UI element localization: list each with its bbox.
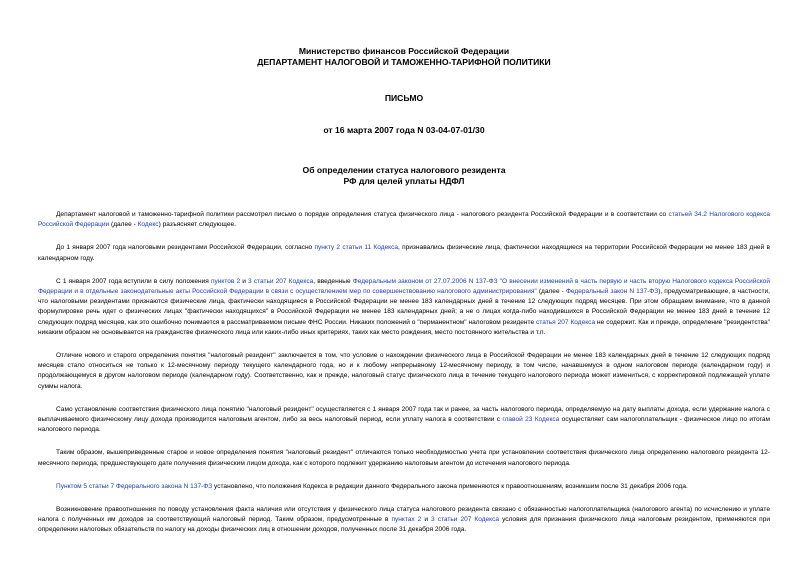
link-article-11-point-2[interactable]: пункту 2 статьи 11 Кодекса (314, 244, 399, 252)
document-subject (38, 165, 770, 186)
paragraph-text: Отличие нового и старого определения понятия "налоговый резидент" заключается в том, что условие о нахождении физического лица в Российской Федерации не менее 183 календарных дней в течение 12 следующих подряд месяцев стало относиться не только к 12-месячному периоду текущего календарного года, но и к любому непрерывному 12-месячному периоду, в том числе, начавшемуся в одном налоговом периоде (календарном году) и продолжающемуся в другом налоговом периоде (календарном году). Соответственно, как и прежде, налоговый статус физического лица в течение текущего налогового периода может измениться, с корректировкой подлежащей уплате суммы налога. (38, 352, 770, 390)
paragraph-text: , введенные (313, 277, 353, 285)
subject-line-1: Об определении статуса налогового резидента (302, 165, 506, 175)
document-type: ПИСЬМО (384, 93, 424, 103)
subject-line-2: РФ для целей уплаты НДФЛ (343, 175, 465, 186)
paragraph-text: осуществляет сам налогоплательщик - физическое лицо по итогам налогового периода. (38, 416, 771, 434)
link-federal-law-137[interactable]: Федеральным законом от 27.07.2006 N 137-ФЗ "О внесении изменений в часть первую и часть вторую Налогового кодекса Российской Федерации и в отдельные законодательные акты Российской Федерации в связи с осуществлением мер по совершенствованию налогового администрирования" (38, 277, 770, 296)
paragraph-8 (38, 505, 770, 536)
paragraph-text: Возникновение правоотношения по поводу установления факта наличия или отсутствия у физического лица статуса налогового резидента связано с обязанностью налогоплательщика (налогового агента) по исчислению и уплате налога с полученных им доходов за соответствующий налоговый период. Таким образом, предусмотренные в (38, 506, 770, 524)
link-federal-law-137-short[interactable]: Федеральный закон N 137-ФЗ (565, 288, 659, 296)
paragraph-text: Само установление соответствия физического лица понятию "налоговый резидент" осуществляется с 1 января 2007 года так и ранее, за часть налогового периода, определяемую на дату выплаты дохода, если удержание налога с выплачиваемого физическому лицу дохода производится налоговым агентом, либо за весь налоговый период, если уплату налога в соответствии с (38, 405, 770, 424)
ministry-name: Министерство финансов Российской Федерации (298, 46, 510, 56)
link-code[interactable]: Кодекс (137, 221, 159, 229)
link-law-137-article-7[interactable]: Пунктом 5 статьи 7 Федерального закона N 137-ФЗ (56, 482, 213, 490)
paragraph-3 (38, 277, 770, 338)
link-article-207[interactable]: статья 207 Кодекса (536, 318, 596, 326)
paragraph-text: Департамент налоговой и таможенно-тарифной политики рассмотрел письмо о порядке определения статуса физического лица - налогового резидента Российской Федерации и в соответствии со (56, 211, 669, 218)
paragraph-text: условия для признания физического лица налоговым резидентом, применяются при определении налоговых обязательств по налогу на доходы физических лиц в отношении доходов, полученных после 31 декабря 2006 года. (38, 516, 770, 534)
link-article-34-2[interactable]: статьей 34.2 Налогового кодекса Российской Федерации (38, 211, 770, 229)
paragraph-text: , признавались физические лица, фактически находящиеся на территории Российской Федерации не менее 183 дней в календарном году. (38, 244, 770, 262)
link-points-2[interactable]: пунктов 2 (210, 277, 241, 285)
link-points-2-b[interactable]: пунктах 2 (391, 516, 422, 524)
paragraph-2 (38, 243, 770, 263)
paragraph-4 (38, 351, 770, 392)
paragraph-1 (38, 210, 770, 230)
paragraph-6 (38, 448, 770, 468)
document-date-number: от 16 марта 2007 года N 03-04-07-01/30 (323, 124, 485, 135)
paragraph-text: не содержит. Как и прежде, определение "резидентства" никаким образом не основывается на гражданстве физического лица или каких-либо иных критериях, таких как место рождения, место постоянного жительства и т.п. (38, 318, 770, 336)
paragraph-text: (далее - (536, 288, 566, 296)
paragraph-text: (далее - (109, 221, 138, 229)
link-article-207-point-3-b[interactable]: 3 статьи 207 Кодекса (431, 516, 500, 524)
ministry-heading (38, 0, 770, 67)
link-article-207-point-3[interactable]: 3 статьи 207 Кодекса (248, 277, 314, 285)
paragraph-7 (38, 482, 770, 492)
paragraph-text: ) разъясняет следующее. (158, 221, 236, 229)
paragraph-text: Таким образом, вышеприведенные старое и новое определения понятия "налоговый резидент" отличаются только необходимостью учета при установлении соответствия физического лица определению налогового резидента 12-месячного периода, предшествующего дате получения физическим лицом дохода, как с которого подлежит удержанию налоговым агентом до истечения налогового периода. (38, 449, 770, 467)
paragraph-text: ), предусматривающие, в частности, что налоговыми резидентами признаются физические лица, фактически находящиеся в Российской Федерации не менее 183 календарных дней в течение 12 следующих подряд месяцев. При этом обращаем внимание, что в данной формулировке речь идет о физических лицах "фактически находящихся" в Российской Федерации не менее 183 календарных дней; а не о лицах когда-либо находившихся в Российской Федерации не менее 183 дней в течение 12 следующих подряд месяцев, как это ошибочно понимается в рассматриваемом письме ФНС России. Никаких положений о "перманентном" налоговом резиденте (38, 288, 770, 326)
department-name: ДЕПАРТАМЕНТ НАЛОГОВОЙ И ТАМОЖЕННО-ТАРИФНОЙ ПОЛИТИКИ (257, 56, 551, 67)
paragraph-text: До 1 января 2007 года налоговыми резидентами Российской Федерации, согласно (56, 244, 315, 252)
paragraph-text: и (240, 277, 249, 285)
paragraph-5 (38, 405, 770, 436)
paragraph-text: установлено, что положения Кодекса в редакции данного Федерального закона применяются к правоотношениям, возникшим после 31 декабря 2006 года. (212, 482, 688, 490)
paragraph-text: и (421, 516, 432, 524)
link-chapter-23[interactable]: главой 23 Кодекса (502, 416, 560, 424)
paragraph-text: С 1 января 2007 года вступили в силу положения (56, 277, 211, 285)
